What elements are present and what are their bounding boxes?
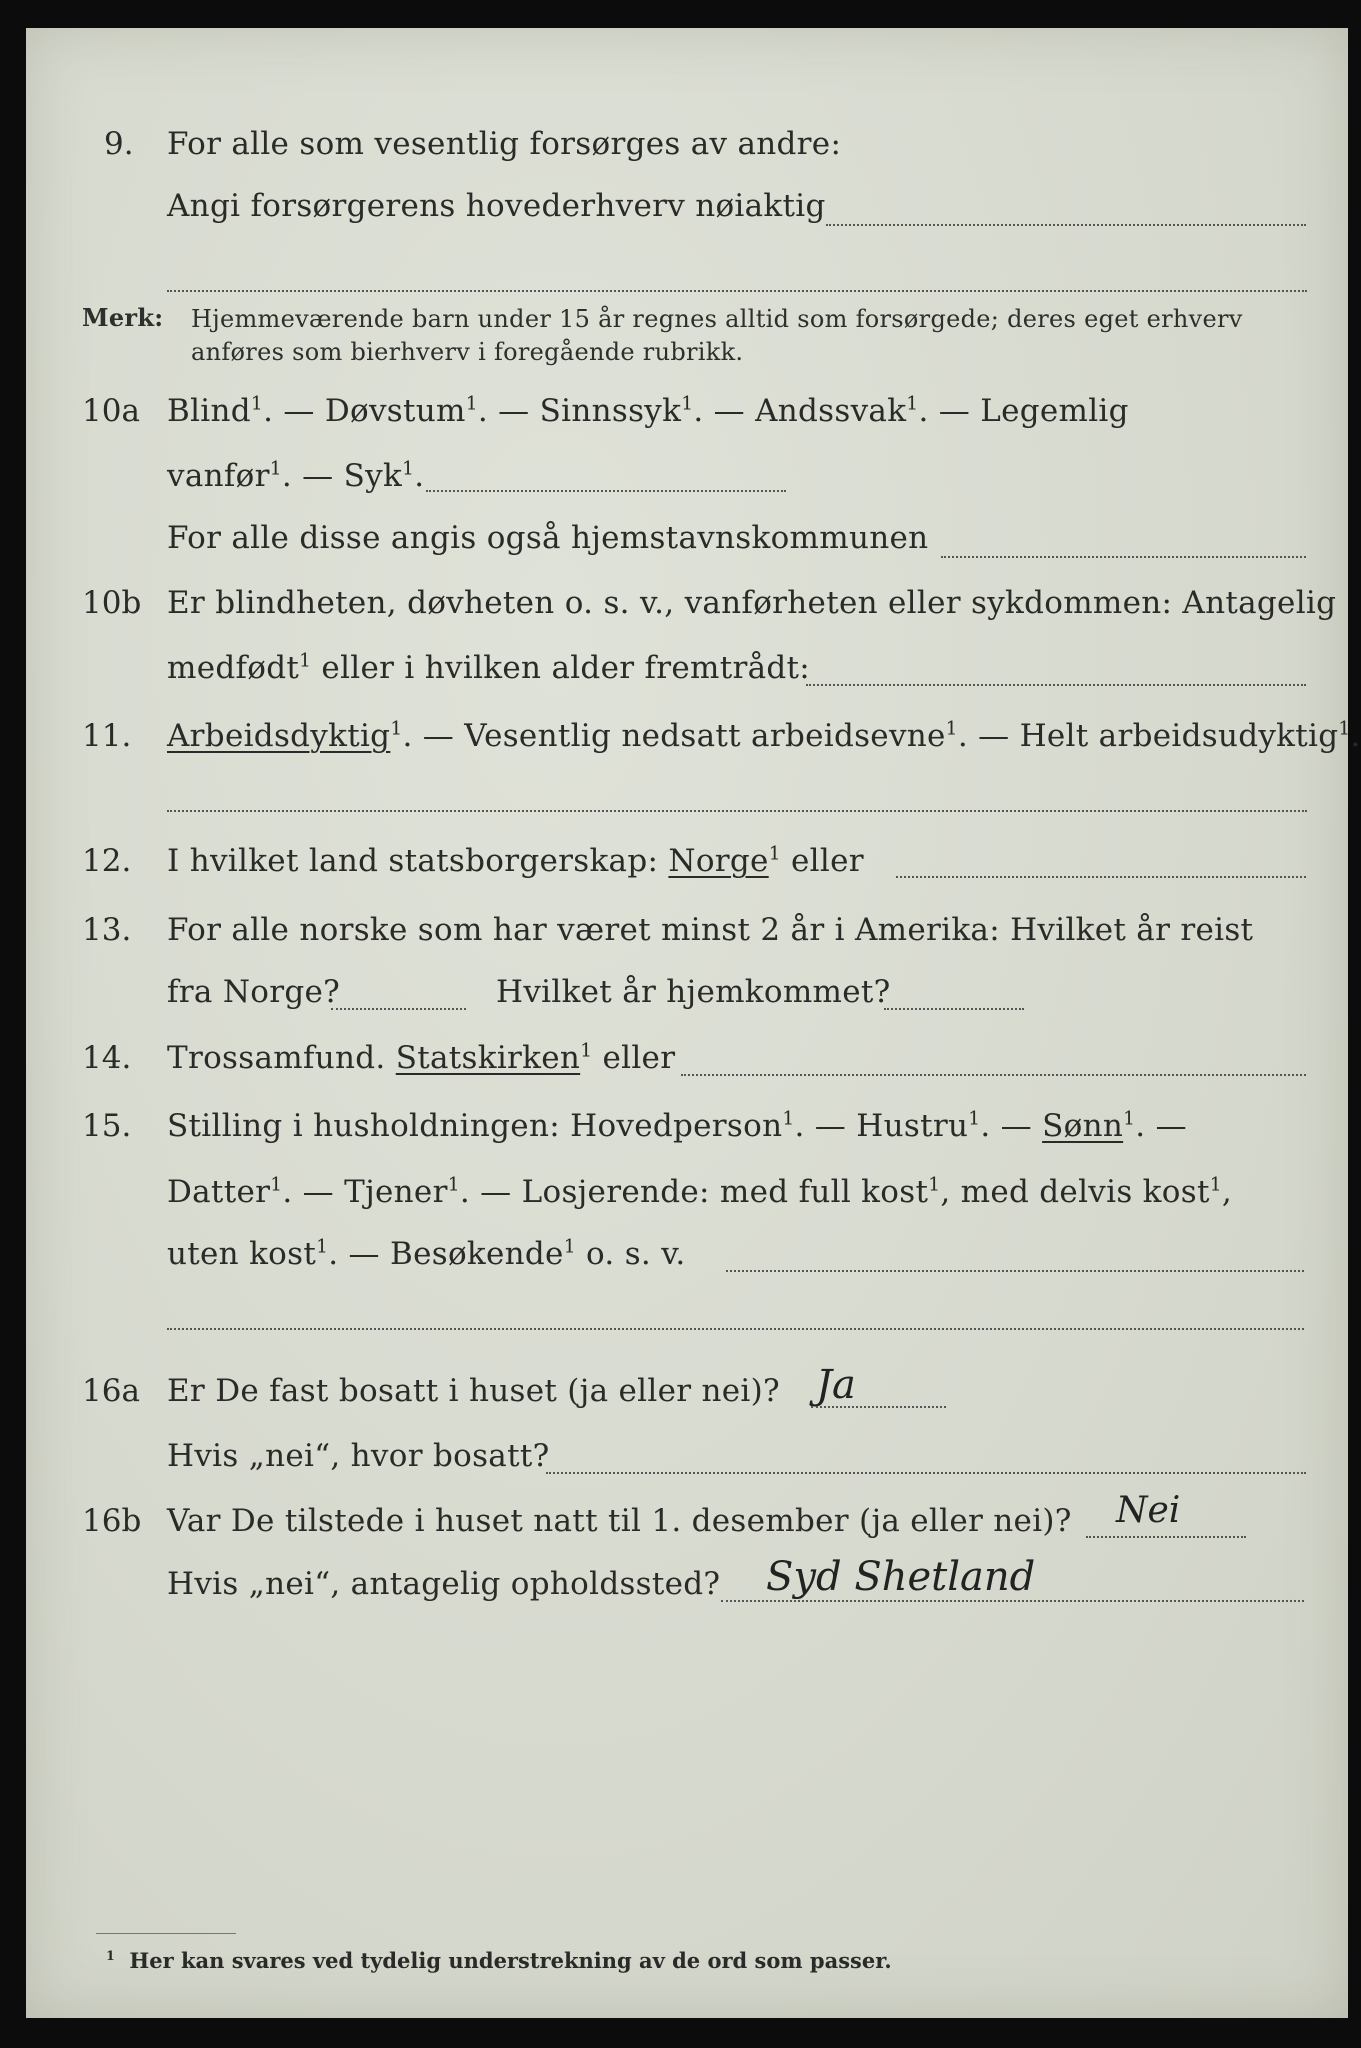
footnote-rule	[96, 1933, 236, 1934]
q15-answer-line-2	[167, 1328, 1304, 1330]
q10b-line2: medfødt$^1$ eller i hvilken alder fremtrådt:	[167, 650, 811, 686]
q16b-answer-handwritten: Nei	[1116, 1490, 1181, 1531]
q10b-line1: Er blindheten, døvheten o. s. v., vanførheten eller sykdommen: Antagelig	[167, 585, 1337, 621]
q14-answer-line	[681, 1074, 1306, 1076]
q13-answer-line-1	[331, 1008, 466, 1010]
q11-line1: Arbeidsdyktig$^1$. — Vesentlig nedsatt arbeidsevne$^1$. — Helt arbeidsudyktig$^1$.	[167, 718, 1361, 754]
q16a-answer-line-2	[546, 1472, 1306, 1474]
q10a-answer-line-2	[941, 556, 1306, 558]
q13-line1: For alle norske som har været minst 2 år i Amerika: Hvilket år reist	[167, 912, 1254, 948]
q11-number: 11.	[82, 718, 132, 754]
q16b-answer-line-2	[721, 1600, 1304, 1602]
q12-answer-line	[896, 876, 1306, 878]
q9-answer-line-2	[167, 290, 1307, 292]
q16b-number: 16b	[82, 1503, 142, 1539]
q10a-number: 10a	[82, 393, 140, 429]
merk-text-2: anføres som bierhverv i foregående rubrikk.	[191, 338, 744, 366]
q16b-line1: Var De tilstede i huset natt til 1. desember (ja eller nei)?	[167, 1503, 1072, 1539]
q13-line2b: Hvilket år hjemkommet?	[496, 974, 891, 1010]
q9-line2: Angi forsørgerens hovederhverv nøiaktig	[167, 188, 826, 224]
q14-line1: Trossamfund. Statskirken$^1$ eller	[167, 1040, 676, 1076]
q9-answer-line	[826, 224, 1306, 226]
q16b-place-handwritten: Syd Shetland	[766, 1554, 1036, 1600]
q13-number: 13.	[82, 912, 132, 948]
q12-number: 12.	[82, 843, 132, 879]
q15-line3: uten kost$^1$. — Besøkende$^1$ o. s. v.	[167, 1236, 686, 1272]
q14-number: 14.	[82, 1040, 132, 1076]
q9-line1: For alle som vesentlig forsørges av andre:	[167, 126, 842, 162]
merk-text-1: Hjemmeværende barn under 15 år regnes alltid som forsørgede; deres eget erhverv	[191, 305, 1243, 333]
q10a-line3: For alle disse angis også hjemstavnskommunen	[167, 520, 929, 556]
q10a-answer-line	[426, 490, 786, 492]
footnote: $^1$ Her kan svares ved tydelig understrekning av de ord som passer.	[106, 1948, 892, 1973]
q10b-answer-line	[806, 684, 1306, 686]
q10a-line1: Blind$^1$. — Døvstum$^1$. — Sinnssyk$^1$. — Andssvak$^1$. — Legemlig	[167, 393, 1129, 429]
q12-line1: I hvilket land statsborgerskap: Norge$^1$ eller	[167, 843, 864, 879]
q15-answer-line	[726, 1270, 1304, 1272]
q13-answer-line-2	[884, 1008, 1024, 1010]
q10b-number: 10b	[82, 585, 142, 621]
q13-line2a: fra Norge?	[167, 974, 341, 1010]
q15-line1: Stilling i husholdningen: Hovedperson$^1$. — Hustru$^1$. — Sønn$^1$. —	[167, 1108, 1187, 1144]
q16b-line2: Hvis „nei“, antagelig opholdssted?	[167, 1566, 721, 1602]
q11-answer-line	[167, 810, 1307, 812]
q10a-line2: vanfør$^1$. — Syk$^1$.	[167, 458, 425, 494]
q15-number: 15.	[82, 1108, 132, 1144]
q16a-answer-handwritten: Ja	[816, 1362, 856, 1408]
q16a-line2: Hvis „nei“, hvor bosatt?	[167, 1438, 550, 1474]
q15-line2: Datter$^1$. — Tjener$^1$. — Losjerende: med full kost$^1$, med delvis kost$^1$,	[167, 1174, 1232, 1210]
q9-number: 9.	[104, 126, 134, 162]
census-form-page	[26, 28, 1361, 2018]
q16a-answer-line	[811, 1406, 946, 1408]
q16a-number: 16a	[82, 1373, 140, 1409]
q16a-line1: Er De fast bosatt i huset (ja eller nei)?	[167, 1373, 780, 1409]
q16b-answer-line	[1086, 1536, 1246, 1538]
merk-label: Merk:	[82, 303, 164, 332]
